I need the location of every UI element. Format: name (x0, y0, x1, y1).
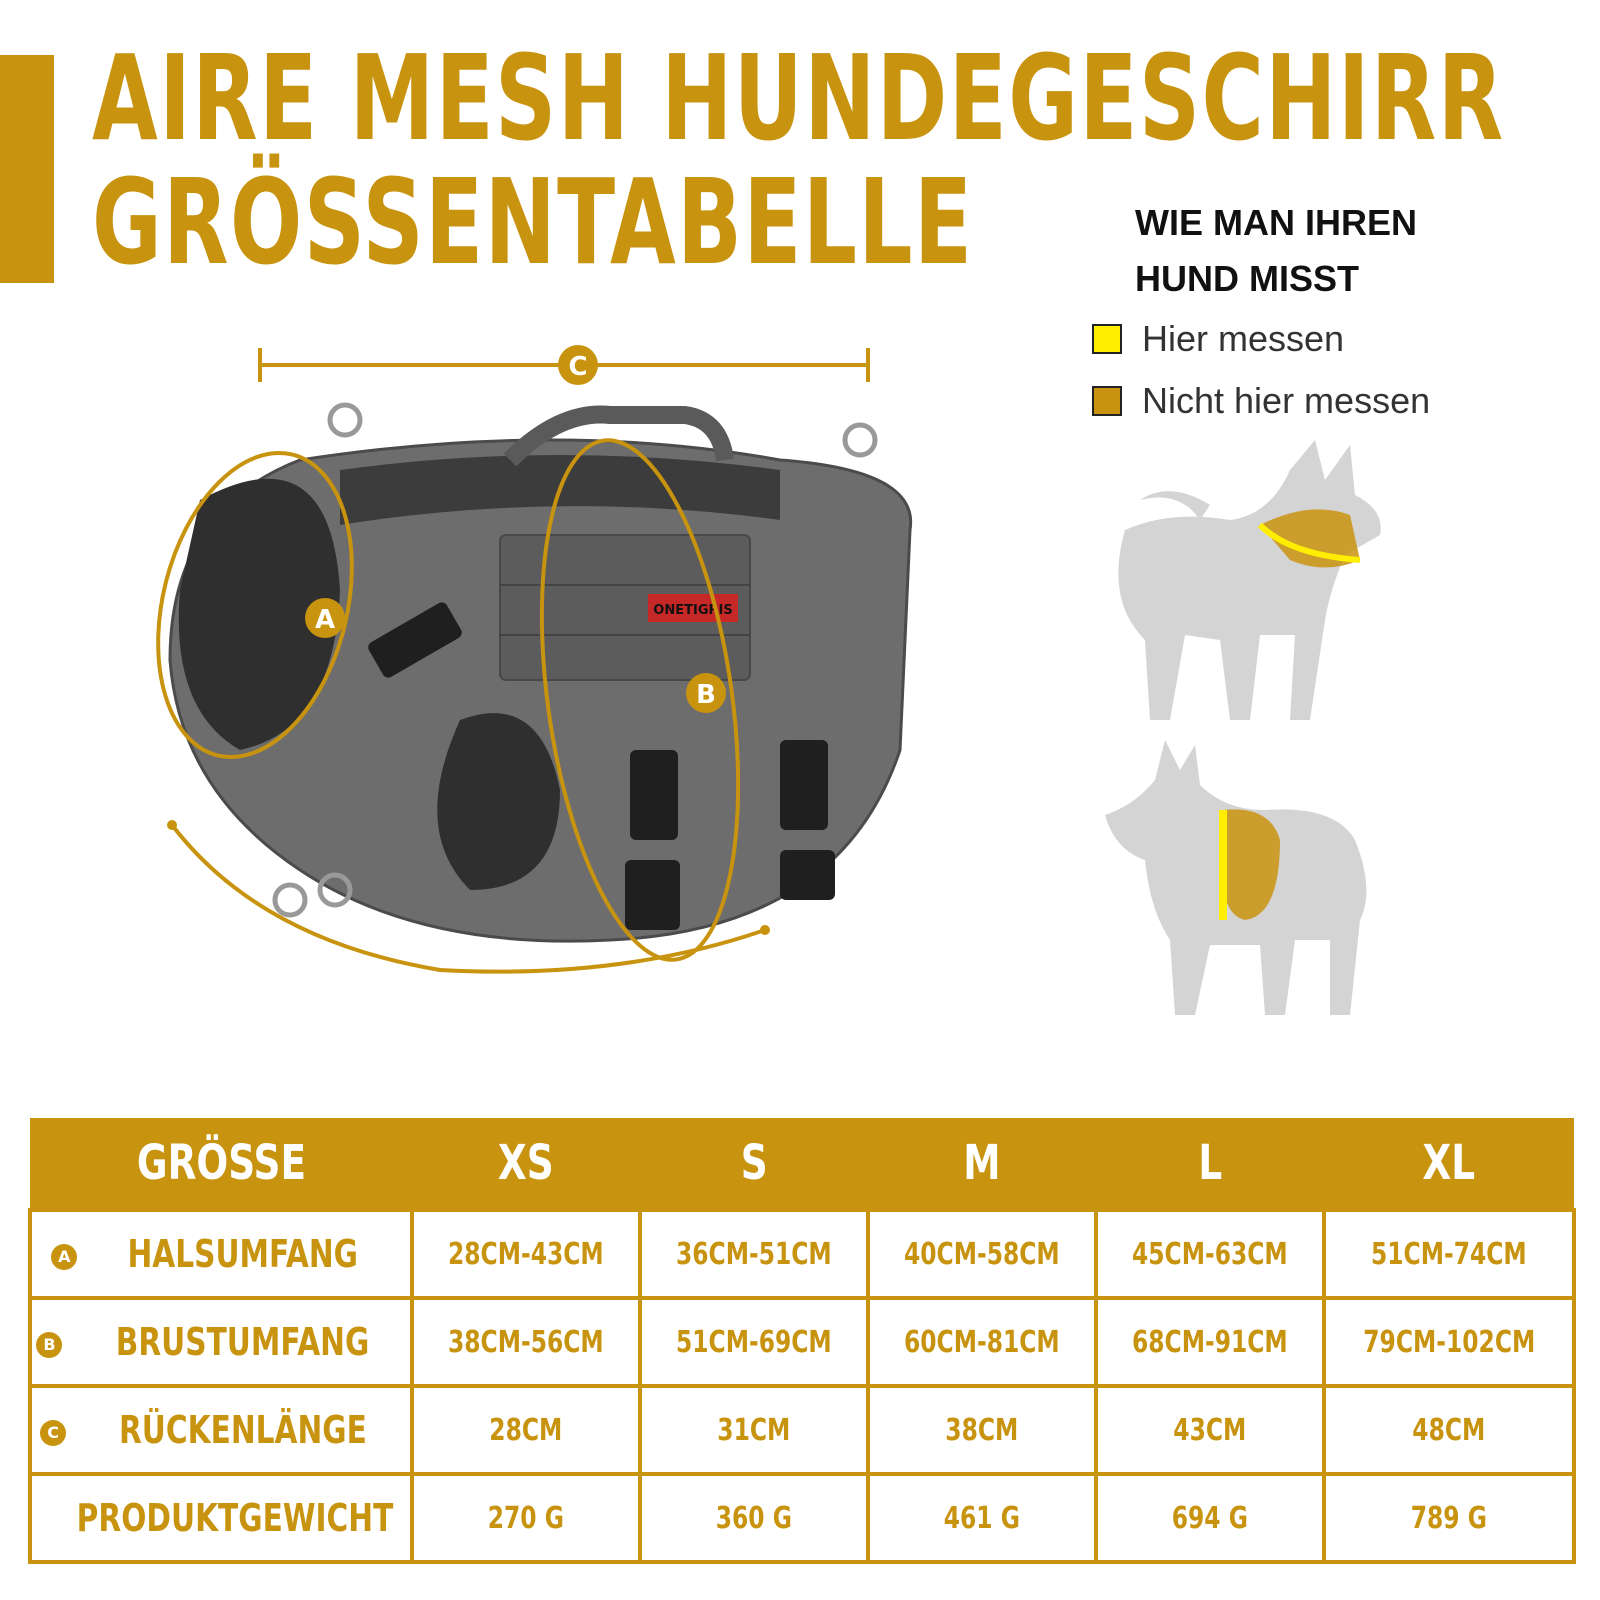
row-label-chest: B BRUSTUMFANG (30, 1298, 412, 1386)
measure-here-label: Hier messen (1142, 318, 1345, 359)
harness-illustration (140, 330, 960, 1010)
how-to-measure-line-1: WIE MAN IHREN (1135, 202, 1417, 243)
table-cell: 68CM-91CM (1096, 1298, 1324, 1386)
dog-chest-measure-icon (1095, 740, 1395, 1025)
marker-c-label: C (568, 352, 588, 382)
table-cell: 38CM (868, 1386, 1096, 1474)
table-cell: 48CM (1324, 1386, 1574, 1474)
table-cell: 40CM-58CM (868, 1210, 1096, 1298)
marker-b-label: B (696, 680, 716, 710)
table-cell: 60CM-81CM (868, 1298, 1096, 1386)
header-size-xs: XS (412, 1118, 640, 1210)
how-to-measure-heading (1135, 195, 1535, 307)
table-row-neck (30, 1210, 1574, 1298)
page-title-line-1: AIRE MESH HUNDEGESCHIRR (92, 29, 1505, 167)
table-cell: 28CM-43CM (412, 1210, 640, 1298)
table-cell: 38CM-56CM (412, 1298, 640, 1386)
header-size-m: M (868, 1118, 1096, 1210)
title-accent-bar (0, 55, 54, 283)
do-not-measure-swatch (1092, 386, 1122, 416)
how-to-measure-line-2: HUND MISST (1135, 258, 1359, 299)
size-table (28, 1118, 1576, 1564)
harness-body (170, 405, 911, 941)
badge-c-icon: C (40, 1420, 66, 1446)
brand-patch-text: ONETIGRIS (653, 603, 733, 618)
table-cell: 360 G (640, 1474, 868, 1562)
dog-neck-measure-icon (1110, 440, 1410, 725)
table-cell: 28CM (412, 1386, 640, 1474)
header-size-s: S (640, 1118, 868, 1210)
table-cell: 36CM-51CM (640, 1210, 868, 1298)
table-cell: 694 G (1096, 1474, 1324, 1562)
page-title-line-2: GRÖSSENTABELLE (92, 153, 974, 291)
table-cell: 461 G (868, 1474, 1096, 1562)
marker-a-label: A (314, 605, 336, 635)
size-table-header (30, 1118, 1574, 1210)
legend-do-not-measure (1092, 380, 1430, 422)
table-cell: 51CM-74CM (1324, 1210, 1574, 1298)
back-length-indicator (260, 345, 868, 385)
table-cell: 270 G (412, 1474, 640, 1562)
row-label-back-length: C RÜCKENLÄNGE (30, 1386, 412, 1474)
table-row-weight (30, 1474, 1574, 1562)
row-label-weight: PRODUKTGEWICHT (30, 1474, 412, 1562)
measure-here-swatch (1092, 324, 1122, 354)
badge-a-icon: A (51, 1244, 77, 1270)
row-label-neck: A HALSUMFANG (30, 1210, 412, 1298)
table-cell: 31CM (640, 1386, 868, 1474)
header-size-xl: XL (1324, 1118, 1574, 1210)
table-cell: 43CM (1096, 1386, 1324, 1474)
table-cell: 45CM-63CM (1096, 1210, 1324, 1298)
badge-b-icon: B (36, 1332, 62, 1358)
legend-measure-here (1092, 318, 1344, 360)
table-cell: 789 G (1324, 1474, 1574, 1562)
table-row-back-length (30, 1386, 1574, 1474)
table-cell: 51CM-69CM (640, 1298, 868, 1386)
header-size-label: GRÖSSE (30, 1118, 412, 1210)
do-not-measure-label: Nicht hier messen (1142, 380, 1431, 421)
header-size-l: L (1096, 1118, 1324, 1210)
table-row-chest (30, 1298, 1574, 1386)
table-cell: 79CM-102CM (1324, 1298, 1574, 1386)
